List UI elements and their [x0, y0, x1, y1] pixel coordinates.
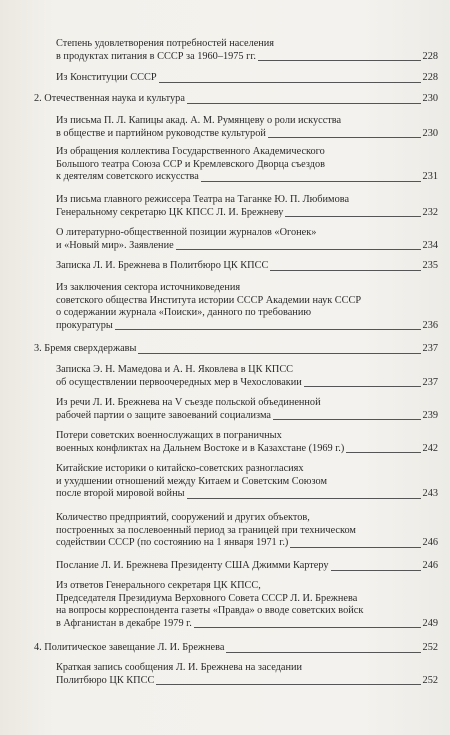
toc-entry[interactable]	[56, 662, 438, 687]
toc-page-number: 239	[422, 409, 438, 421]
toc-entry-line: о содержании журнала «Поиски», данного по требованию	[56, 307, 312, 319]
toc-entry-line: построенных за послевоенный период за границей при техническом	[56, 524, 356, 536]
toc-page-number: 231	[422, 171, 438, 183]
toc-entry-line: Политбюро ЦК КПСС	[56, 674, 155, 686]
toc-page-number: 237	[422, 343, 438, 354]
toc-page-number: 252	[422, 674, 438, 686]
toc-entry[interactable]	[56, 580, 438, 630]
toc-page-number: 228	[422, 72, 438, 83]
toc-entry-line: Из Конституции СССР	[56, 72, 157, 83]
toc-section-title: 2. Отечественная наука и культура	[34, 93, 185, 104]
toc-entry-line: рабочей партии о защите завоеваний социализма	[56, 409, 271, 421]
dot-leader	[290, 547, 420, 548]
toc-section[interactable]	[34, 93, 438, 106]
toc-entry-line: советского общества Института истории СССР Академии наук СССР	[56, 294, 362, 306]
toc-entry[interactable]	[56, 463, 438, 501]
toc-page-number: 237	[422, 376, 438, 388]
toc-entry-line: в продуктах питания в СССР за 1960–1975 гг.	[56, 50, 256, 62]
toc-page-number: 236	[422, 319, 438, 331]
toc-entry[interactable]	[56, 512, 438, 550]
dot-leader	[201, 181, 421, 182]
toc-entry-line: Из письма П. Л. Капицы акад. А. М. Румянцеву о роли искусства	[56, 115, 342, 126]
toc-entry-line: Из обращения коллектива Государственного Академического	[56, 146, 325, 157]
toc-entry[interactable]	[56, 72, 438, 85]
toc-page-number: 243	[422, 488, 438, 500]
dot-leader	[226, 652, 420, 653]
dot-leader	[285, 216, 420, 217]
toc-entry-line: Из письма главного режиссера Театра на Таганке Ю. П. Любимова	[56, 194, 350, 205]
toc-entry-line: Потери советских военнослужащих в пограничных	[56, 430, 282, 441]
dot-leader	[187, 498, 421, 499]
toc-entry-line: Председателя Президиума Верховного Совета СССР Л. И. Брежнева	[56, 592, 358, 604]
toc-entry[interactable]	[56, 364, 438, 389]
toc-entry-line: Из заключения сектора источниковедения	[56, 282, 241, 293]
toc-page-number: 242	[422, 442, 438, 454]
toc-entry-line: Количество предприятий, сооружений и других объектов,	[56, 512, 310, 523]
dot-leader	[273, 419, 421, 420]
dot-leader	[176, 249, 421, 250]
dot-leader	[268, 137, 421, 138]
toc-entry[interactable]	[56, 38, 438, 63]
toc-entry[interactable]	[56, 146, 438, 184]
toc-entry-line: после второй мировой войны	[56, 488, 185, 500]
toc-entry[interactable]	[56, 227, 438, 252]
toc-entry[interactable]	[56, 260, 438, 273]
toc-section-title: 4. Политическое завещание Л. И. Брежнева	[34, 642, 225, 653]
dot-leader	[194, 627, 421, 628]
toc-page-number: 230	[422, 127, 438, 139]
dot-leader	[156, 684, 420, 685]
toc-entry-line: Краткая запись сообщения Л. И. Брежнева на заседании	[56, 662, 303, 673]
toc-entry-line: военных конфликтах на Дальнем Востоке и в Казахстане (1969 г.)	[56, 442, 345, 454]
toc-entry[interactable]	[56, 397, 438, 422]
toc-page-number: 230	[422, 93, 438, 104]
toc-entry-line: и «Новый мир». Заявление	[56, 239, 174, 251]
dot-leader	[304, 386, 421, 387]
toc-entry-line: к деятелям советского искусства	[56, 171, 199, 183]
toc-entry-line: в Афганистан в декабре 1979 г.	[56, 617, 192, 629]
toc-section[interactable]	[34, 343, 438, 356]
toc-entry[interactable]	[56, 430, 438, 455]
toc-entry-line: Записка Э. Н. Мамедова и А. Н. Яковлева в ЦК КПСС	[56, 364, 294, 375]
toc-entry[interactable]	[56, 560, 438, 573]
toc-entry-line: на вопросы корреспондента газеты «Правда» о вводе советских войск	[56, 605, 364, 617]
dot-leader	[159, 82, 421, 83]
toc-section-title: 3. Бремя сверхдержавы	[34, 343, 137, 354]
toc-entry-line: Записка Л. И. Брежнева в Политбюро ЦК КПСС	[56, 260, 269, 271]
toc-page-number: 228	[422, 50, 438, 62]
toc-entry[interactable]	[56, 282, 438, 332]
toc-entry-line: об осуществлении первоочередных мер в Чехословакии	[56, 376, 302, 388]
toc-entry-line: Из ответов Генерального секретаря ЦК КПСС,	[56, 580, 261, 591]
toc-page-number: 249	[422, 617, 438, 629]
toc-page-number: 234	[422, 239, 438, 251]
toc-entry-line: в обществе и партийном руководстве культурой	[56, 127, 266, 139]
toc-entry-line: Послание Л. И. Брежнева Президенту США Джимми Картеру	[56, 560, 329, 571]
toc-page-number: 246	[422, 537, 438, 549]
toc-entry-line: Из речи Л. И. Брежнева на V съезде польской объединенной	[56, 397, 321, 408]
toc-entry[interactable]	[56, 194, 438, 219]
toc-entry-line: Генеральному секретарю ЦК КПСС Л. И. Брежневу	[56, 206, 284, 218]
toc-page-number: 252	[422, 642, 438, 653]
dot-leader	[187, 103, 421, 104]
toc-section[interactable]	[34, 642, 438, 655]
toc-page-number: 235	[422, 260, 438, 271]
toc-entry-line: Большого театра Союза ССР и Кремлевского Дворца съездов	[56, 158, 325, 170]
dot-leader	[115, 329, 421, 330]
toc-page-number: 232	[422, 206, 438, 218]
dot-leader	[346, 452, 420, 453]
toc-entry[interactable]	[56, 115, 438, 140]
toc-entry-line: содействии СССР (по состоянию на 1 января 1971 г.)	[56, 537, 289, 549]
toc-entry-line: и ухудшении отношений между Китаем и Советским Союзом	[56, 475, 327, 487]
toc-entry-line: прокуратуры	[56, 319, 113, 331]
toc-entry-line: Степень удовлетворения потребностей населения	[56, 38, 275, 49]
dot-leader	[270, 270, 420, 271]
dot-leader	[138, 353, 420, 354]
toc-entry-line: Китайские историки о китайско-советских разногласиях	[56, 463, 304, 474]
dot-leader	[258, 60, 421, 61]
toc-entry-line: О литературно-общественной позиции журналов «Огонек»	[56, 227, 317, 238]
toc-page-number: 246	[422, 560, 438, 571]
dot-leader	[331, 570, 421, 571]
